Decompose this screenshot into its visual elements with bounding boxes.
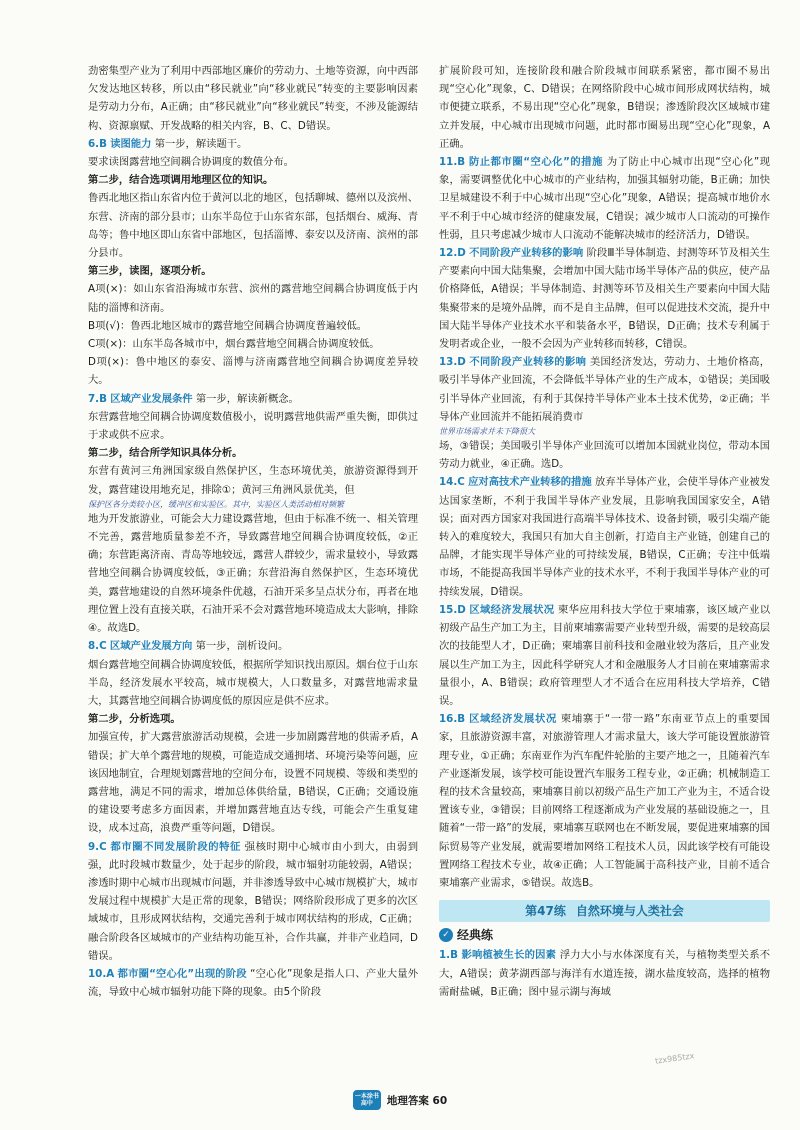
paragraph: 烟台露营地空间耦合协调度较低，根据所学知识找出原因。烟台位于山东半岛，经济发展水平较高，城市规模大，人口数量多，对露营地需求量大，其露营地空间耦合协调度低的原因应是供不应求。: [88, 658, 418, 707]
answer-number: 9.C: [88, 840, 107, 853]
paragraph: D项(×)：鲁中地区的泰安、淄博与济南露营地空间耦合协调度差异较大。: [88, 356, 418, 387]
paragraph: 劲密集型产业为了利用中西部地区廉价的劳动力、土地等资源，向中西部欠发达地区转移，所以由“移民就业”向“移业就民”转变的主要影响因素是劳动力分布，A正确；由“移民就业”向“移业就民”转变，不涉及能源结构、资源禀赋、开发战略的相关内容，B、C、D错误。: [88, 65, 418, 132]
paragraph: A项(×)：如山东省沿海城市东营、滨州的露营地空间耦合协调度低于内陆的淄博和济南。: [88, 283, 418, 314]
answer-item: [439, 710, 770, 892]
subsection-icon: ✓: [439, 928, 453, 942]
subsection-title: 经典练: [457, 928, 494, 943]
paragraph: C项(×)：山东半岛各城市中，烟台露营地空间耦合协调度较低。: [88, 338, 380, 351]
paragraph: 地为开发旅游业，可能会大力建设露营地，但由于标准不统一、相关管理不完善，露营地质量参差不齐，导致露营地空间耦合协调度较低，②正确；东营距离济南、青岛等地较远，露营人群较少，需求量较小，导致露营地空间耦合协调度较低，③正确；东营沿海自然保护区，生态环境优美，露营地建设的自然环境条件优越，石油开采多呈点状分布，再者在地理位置上没有直接关联，石油开采不会对露营地环境造成太大影响，排除④。故选D。: [88, 512, 418, 635]
answer-number: 15.D: [439, 603, 466, 616]
paragraph: 东营有黄河三角洲国家级自然保护区，生态环境优美，旅游资源得到开发，露营建设用地充足，排除①；黄河三角洲风景优美，但: [88, 465, 418, 496]
knowledge-tag: 不同阶段产业转移的影响: [469, 356, 587, 369]
answer-explanation: 为了防止中心城市出现“空心化”现象，需要调整优化中心城市的产业结构，加强其辐射功能，B正确；加快卫星城建设不利于中心城市出现“空心化”现象，A错误；提高城市地价水平不利于中心城市经济的健康发展，C错误；减少城市人口流动的可操作性弱，且只考虑减少城市人口流动不能解决城市的经济活力，D错误。: [439, 156, 771, 241]
knowledge-tag: 区域产业发展方向: [109, 640, 193, 653]
left-column: [88, 62, 418, 1001]
answer-number: 14.C: [439, 476, 465, 489]
answer-item: [88, 965, 418, 1001]
answer-number: 8.C: [88, 640, 107, 653]
answer-item: [439, 946, 770, 1001]
knowledge-tag: 区域经济发展状况: [469, 713, 557, 726]
answer-item: [439, 153, 770, 244]
paragraph: 场，③错误；美国吸引半导体产业回流可以增加本国就业岗位，带动本国劳动力就业，④正确。选D。: [439, 440, 770, 471]
answer-explanation: 美国经济发达，劳动力、土地价格高，吸引半导体产业回流，不会降低半导体产业的生产成本，①错误；美国吸引半导体产业回流，有利于其保持半导体产业本土技术优势，②正确；半导体产业回流并不能拓展消费市: [439, 356, 771, 423]
answer-item: [88, 838, 418, 965]
knowledge-tag: 区域经济发展状况: [469, 603, 555, 616]
answer-item: [439, 244, 770, 353]
answer-explanation: 放弃半导体产业，会使半导体产业被发达国家垄断，不利于我国半导体产业发展，且影响我国国家安全，A错误；面对西方国家对我国进行高端半导体技术、设备封锁，吸引尖端产能转入的难度较大，我国只有加大自主创新，打造自主产业链，创建自己的品牌，才能实现半导体产业的可持续发展，B错误，C正确；专注中低端市场，不能提高我国半导体产业的技术水平，不利于我国半导体产业的可持续发展，D错误。: [439, 476, 771, 598]
step-heading: 第二步，结合选项调用地理区位的知识。: [88, 174, 274, 187]
handwritten-note: 世界市场需求并未下降很大: [439, 427, 535, 437]
right-column: [439, 62, 770, 1001]
answer-number: 6.B: [88, 137, 107, 150]
answer-explanation: 浮力大小与水体深度有关，与植物类型关系不大，A错误；黄茅湖西部与海洋有水道连接，湖水盐度较高，选择的植物需耐盐碱，B正确；图中显示湖与海域: [439, 949, 771, 998]
answer-explanation: 第一步，解读题干。: [154, 137, 248, 150]
section-title: 自然环境与人类社会: [575, 904, 684, 919]
subsection-heading: [439, 926, 770, 944]
knowledge-tag: 都市圈“空心化”出现的阶段: [117, 967, 247, 980]
paragraph: 扩展阶段可知，连接阶段和融合阶段城市间联系紧密，都市圈不易出现“空心化”现象，C、D错误；在网络阶段中心城市间形成网状结构，城市便捷立联系，不易出现“空心化”现象，B错误；渗透阶段次区域城市建立并发展，中心城市出现城市问题，此时都市圈易出现“空心化”现象，A正确。: [439, 65, 770, 150]
answer-item: [439, 353, 770, 426]
step-heading: 第三步，读图，逐项分析。: [88, 265, 212, 278]
knowledge-tag: 都市圈不同发展阶段的特征: [110, 840, 241, 853]
answer-number: 1.B: [439, 949, 458, 962]
page-footer: [0, 1090, 800, 1110]
section-banner: [439, 900, 770, 922]
answer-item: [88, 390, 418, 408]
answer-number: 13.D: [439, 356, 466, 369]
step-heading: 第二步，结合所学知识具体分析。: [88, 447, 243, 460]
paragraph: 要求读图露营地空间耦合协调度的数值分布。: [88, 156, 294, 169]
answer-explanation: 阶段Ⅲ半导体制造、封测等环节及相关生产要素向中国大陆集聚，会增加中国大陆市场半导体产品的供应，使产品价格降低，A错误；半导体制造、封测等环节及相关生产要素向中国大陆集聚带来的是境外品牌，而不是自主品牌，但可以促进技术交流，提升中国大陆半导体产业技术水平和装备水平，B错误，D正确；技术专利属于发明者或企业，一般不会因为产业转移而转移，C错误。: [439, 247, 771, 351]
handwritten-note: 保护区各分类较小区，缓冲区和实验区。其中，实验区人类活动相对频繁: [88, 499, 344, 509]
paragraph: B项(√)：鲁西北地区城市的露营地空间耦合协调度普遍较低。: [88, 319, 368, 332]
answer-number: 10.A: [88, 967, 115, 980]
page-number-label: 地理答案 60: [386, 1094, 448, 1107]
knowledge-tag: 应对高技术产业转移的措施: [468, 476, 592, 489]
knowledge-tag: 不同阶段产业转移的影响: [469, 247, 584, 260]
knowledge-tag: 影响植被生长的因素: [461, 949, 557, 962]
answer-number: 7.B: [88, 392, 107, 405]
answer-item: [88, 135, 418, 153]
answer-item: [439, 601, 770, 710]
answer-number: 11.B: [439, 156, 466, 169]
watermark: tzx985tzx: [654, 1051, 695, 1066]
answer-item: [88, 637, 418, 655]
paragraph: 东营露营地空间耦合协调度数值极小，说明露营地供需严重失衡，即供过于求或供不应求。: [88, 410, 418, 442]
answer-explanation: 柬埔寨于“一带一路”东南亚节点上的重要国家，且旅游资源丰富，对旅游管理人才需求量大，该大学可能设置旅游管理专业，①正确；东南亚作为汽车配件轮胎的主要产地之一，且随着汽车产业逐渐发展，该学校可能设置汽车服务工程专业，②正确；机械制造工程的技术含量较高，柬埔寨目前以初级产品生产加工产业为主，不适合设置该专业，③错误；目前网络工程逐渐成为产业发展的基础设施之一，且随着“一带一路”的发展，柬埔寨互联网也在不断发展，要促进柬埔寨的国际贸易等产业发展，就需要增加网络工程技术人员，因此该学校有可能设置网络工程技术专业，故④正确；人工智能属于高科技产业，目前不适合柬埔寨产业需求，⑤错误。故选B。: [439, 713, 771, 889]
answer-item: [439, 473, 770, 600]
knowledge-tag: 区域产业发展条件: [110, 392, 193, 405]
publisher-logo: 一本涂书 高中: [353, 1090, 381, 1110]
paragraph: 加强宣传，扩大露营旅游活动规模，会进一步加剧露营地的供需矛盾，A错误；扩大单个露营地的规模，可能造成交通拥堵、环境污染等问题，应该因地制宜，合理规划露营地的空间分布，设置不同规模、等级和类型的露营地，满足不同的需求，增加总体供给量，B错误，C正确；交通设施的建设要考虑多方面因素，并增加露营地直达专线，可能会产生重复建设，成本过高，浪费严重等问题，D错误。: [88, 731, 418, 835]
knowledge-tag: 防止都市圈“空心化”的措施: [468, 156, 603, 169]
paragraph: 鲁西北地区指山东省内位于黄河以北的地区，包括聊城、德州以及滨州、东营、济南的部分县市；山东半岛位于山东省东部，包括烟台、威海、青岛等；鲁中地区即山东省中部地区，包括淄博、泰安以及济南、滨州的部分县市。: [88, 192, 418, 260]
step-heading: 第二步，分析选项。: [88, 713, 181, 726]
answer-explanation: “空心化”现象是指人口、产业大量外流，导致中心城市辐射功能下降的现象。由5个阶段: [88, 967, 418, 999]
answer-explanation: 第一步，剖析设问。: [195, 640, 289, 653]
answer-number: 12.D: [439, 247, 466, 260]
section-number: 第47练: [525, 904, 566, 919]
answer-explanation: 强核时期中心城市由小到大，由弱到强，此时段城市数量少，处于起步的阶段，城市辐射功能较弱，A错误；渗透时期中心城市出现城市问题，并非渗透导致中心城市规模扩大，城市发展过程中规模扩大是正常的现象，B错误；网络阶段形成了更多的次区域城市，且形成网状结构，交通完善利于城市网状结构的形成，C正确；融合阶段各区域城市的产业结构功能互补，合作共赢，并非产业趋同，D错误。: [88, 840, 418, 962]
answer-explanation: 柬华应用科技大学位于柬埔寨，该区域产业以初级产品生产加工为主，目前柬埔寨需要产业转型升级，需要的是较高层次的技能型人才，D正确；柬埔寨目前科技和金融业较为落后，且产业发展以生产加工为主，因此科学研究人才和金融服务人才目前在柬埔寨需求量很小，A、B错误；政府管理型人才不适合在应用科技大学培养，C错误。: [439, 603, 771, 707]
knowledge-tag: 读图能力: [110, 137, 152, 150]
answer-explanation: 第一步，解读新概念。: [195, 392, 299, 405]
answer-number: 16.B: [439, 713, 466, 726]
